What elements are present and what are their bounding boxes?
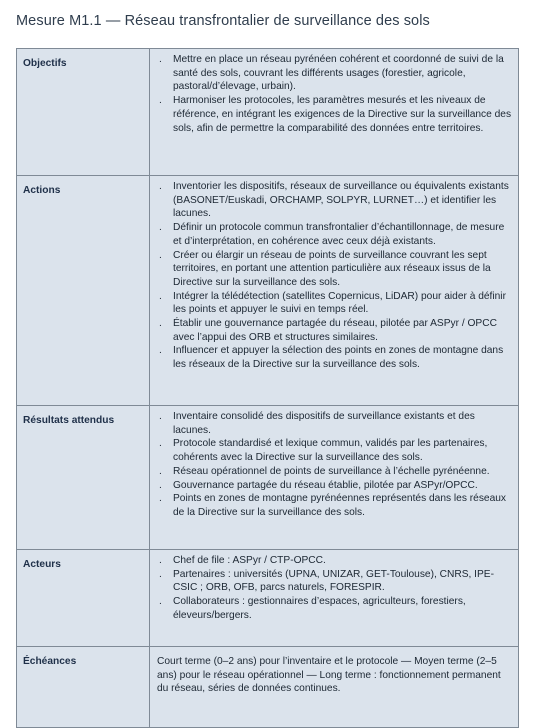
bullet-marker: . [159, 479, 162, 491]
list-item-text: Établir une gouvernance partagée du réseau, pilotée par ASPyr / OPCC avec l’appui des ORB et structures similaires. [173, 318, 497, 343]
list-item [157, 492, 512, 519]
list-item [157, 290, 512, 317]
bullet-marker: . [159, 249, 162, 261]
list-item-text: Inventaire consolidé des dispositifs de surveillance existants et des lacunes. [173, 411, 475, 436]
list-item [157, 221, 512, 248]
list-item [157, 554, 512, 568]
list-item [157, 344, 512, 371]
bullet-marker: . [159, 411, 162, 422]
bullet-marker: . [159, 345, 162, 357]
list-item-text: Réseau opérationnel de points de surveillance à l’échelle pyrénéenne. [173, 465, 490, 477]
list-item [157, 595, 512, 622]
bullet-marker: . [159, 290, 162, 302]
row-content [150, 49, 519, 176]
bullet-marker: . [159, 222, 162, 234]
table-row-acteurs [17, 550, 519, 647]
list-item-text: Influencer et appuyer la sélection des points en zones de montagne dans les réseaux de la Directive sur la surveillance des sols. [173, 345, 504, 371]
bullet-list [157, 180, 512, 372]
row-content [150, 550, 519, 647]
row-label: Échéances [17, 647, 150, 728]
bullet-marker: . [159, 95, 162, 107]
bullet-marker: . [159, 181, 162, 192]
bullet-list [157, 53, 512, 135]
bullet-marker: . [159, 493, 162, 505]
bullet-marker: . [159, 568, 162, 580]
table-row-actions [17, 176, 519, 406]
list-item [157, 437, 512, 464]
row-content [150, 176, 519, 406]
bullet-list [157, 410, 512, 520]
measure-table [16, 48, 519, 728]
row-label: Objectifs [17, 49, 150, 176]
list-item [157, 249, 512, 290]
bullet-marker: . [159, 596, 162, 608]
page-title: Mesure M1.1 — Réseau transfrontalier de surveillance des sols [16, 13, 430, 29]
list-item-text: Partenaires : universités (UPNA, UNIZAR, GET-Toulouse), CNRS, IPE-CSIC ; ORB, OFB, parcs naturels, FORESPIR. [173, 568, 494, 594]
bullet-marker: . [159, 54, 162, 65]
bullet-marker: . [159, 318, 162, 330]
table-row-resultats [17, 406, 519, 550]
row-content [150, 647, 519, 728]
row-paragraph: Court terme (0–2 ans) pour l’inventaire et le protocole — Moyen terme (2–5 ans) pour le réseau opérationnel — Long terme : fonctionnement permanent du réseau, séries de données continues. [157, 656, 501, 695]
list-item-text: Points en zones de montagne pyrénéennes représentés dans les réseaux de la Directive sur la surveillance des sols. [173, 493, 507, 518]
list-item [157, 465, 512, 479]
bullet-marker: . [159, 555, 162, 566]
list-item-text: Créer ou élargir un réseau de points de surveillance couvrant les sept territoires, en portant une attention particulière aux réseaux issus de la Directive sur la surveillance des sols. [173, 249, 491, 288]
list-item-text: Mettre en place un réseau pyrénéen cohérent et coordonné de suivi de la santé des sols, couvrant les différents usages (forestier, agricole, pastoral/d’élevage, urbain). [173, 54, 504, 93]
list-item-text: Harmoniser les protocoles, les paramètres mesurés et les niveaux de référence, en intégrant les exigences de la Directive sur la surveillance des sols, afin de permettre la comparabilité des données entre territoires. [173, 95, 512, 134]
list-item [157, 479, 512, 493]
bullet-marker: . [159, 438, 162, 450]
table-row-echeances [17, 647, 519, 728]
list-item-text: Collaborateurs : gestionnaires d’espaces, agriculteurs, forestiers, éleveurs/bergers. [173, 596, 466, 621]
list-item-text: Chef de file : ASPyr / CTP-OPCC. [173, 555, 326, 566]
list-item [157, 53, 512, 94]
row-label: Résultats attendus [17, 406, 150, 550]
list-item [157, 410, 512, 437]
list-item [157, 180, 512, 221]
bullet-marker: . [159, 465, 162, 477]
list-item [157, 568, 512, 595]
row-label: Acteurs [17, 550, 150, 647]
list-item-text: Gouvernance partagée du réseau établie, pilotée par ASPyr/OPCC. [173, 479, 478, 491]
list-item [157, 94, 512, 135]
list-item-text: Inventorier les dispositifs, réseaux de surveillance ou équivalents existants (BASONET/Euskadi, ORCHAMP, SOLPYR, LURNET…) et identifier les lacunes. [173, 181, 509, 220]
list-item-text: Protocole standardisé et lexique commun, validés par les partenaires, cohérents avec la Directive sur la surveillance des sols. [173, 438, 488, 464]
bullet-list [157, 554, 512, 623]
row-content [150, 406, 519, 550]
row-label: Actions [17, 176, 150, 406]
table-row-objectifs [17, 49, 519, 176]
list-item-text: Définir un protocole commun transfrontalier d’échantillonnage, de mesure et d’interprétation, en cohérence avec ceux déjà existants. [173, 222, 505, 247]
list-item [157, 317, 512, 344]
list-item-text: Intégrer la télédétection (satellites Copernicus, LiDAR) pour aider à définir les points et appuyer le suivi en temps réel. [173, 290, 506, 316]
